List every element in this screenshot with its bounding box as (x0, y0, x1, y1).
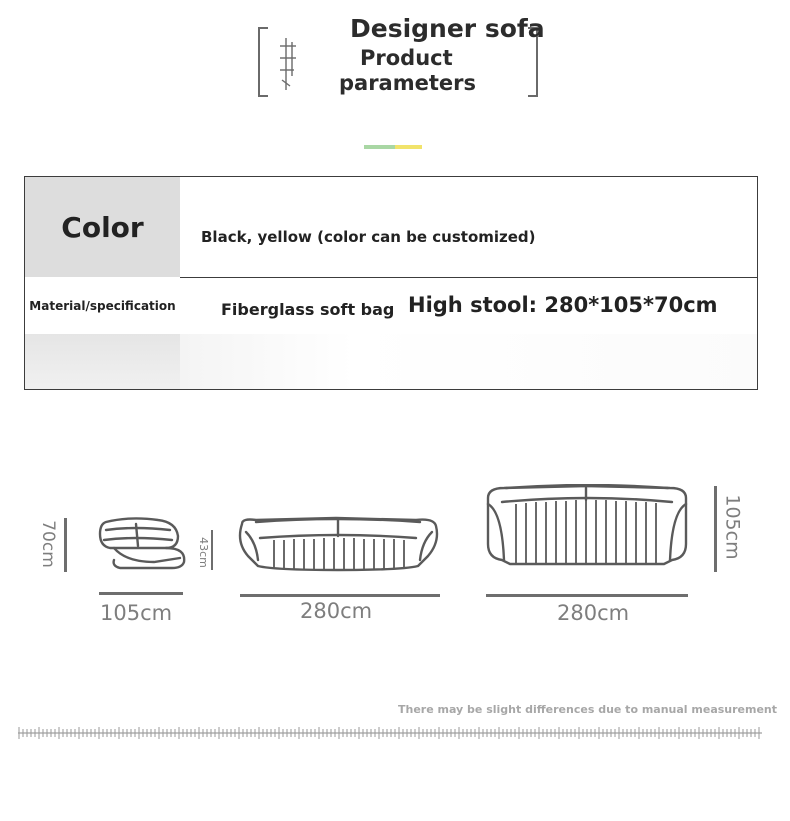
accent-bar-green (364, 145, 395, 149)
front-width-line (240, 594, 440, 597)
color-label: Color (61, 210, 144, 244)
empty-value-cell (180, 334, 757, 390)
material-label: Material/specification (29, 298, 176, 313)
front-width-label: 280cm (300, 599, 373, 623)
top-depth-line (714, 486, 717, 572)
front-seat-height-label: 43cm (196, 537, 210, 568)
ruler-scale (18, 726, 762, 740)
page-subtitle-line1: Product (360, 46, 453, 70)
page-title: Designer sofa (350, 14, 545, 43)
empty-label-cell (25, 334, 180, 390)
title-bracket-left (258, 27, 268, 97)
decorative-glyph-icon (276, 36, 300, 92)
accent-bar-yellow (395, 145, 422, 149)
size-value: High stool: 280*105*70cm (408, 293, 718, 317)
side-width-line (99, 592, 183, 595)
table-row-color (25, 177, 757, 278)
color-label-cell (25, 177, 180, 277)
side-height-label: 70cm (37, 520, 58, 568)
top-width-line (486, 594, 688, 597)
page-subtitle-line2: parameters (339, 71, 476, 95)
sofa-top-view-icon (482, 484, 692, 574)
measurement-note: There may be slight differences due to manual measurement (398, 703, 778, 716)
color-value: Black, yellow (color can be customized) (201, 228, 536, 246)
table-row-empty (25, 334, 757, 390)
parameter-table (24, 176, 758, 390)
sofa-front-view-icon (232, 512, 446, 574)
material-label-cell (25, 277, 180, 334)
table-row-material (25, 277, 757, 335)
front-seat-height-line (211, 530, 213, 570)
top-width-label: 280cm (557, 601, 630, 625)
side-width-label: 105cm (100, 601, 173, 625)
top-depth-label: 105cm (721, 494, 744, 560)
sofa-side-view-icon (96, 514, 190, 574)
material-value: Fiberglass soft bag (221, 300, 395, 319)
side-height-line (64, 518, 67, 572)
